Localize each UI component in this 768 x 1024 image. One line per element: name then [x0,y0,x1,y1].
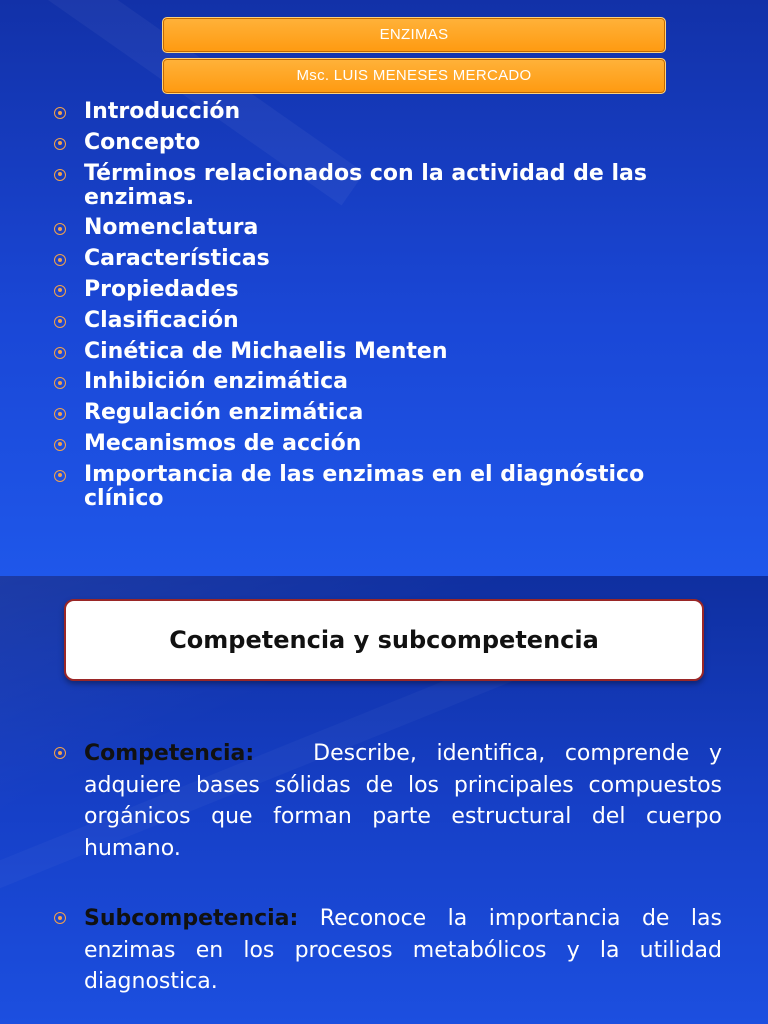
topic-item [52,162,692,210]
topic-list [52,100,692,518]
topic-item [52,247,692,271]
topic-label: Inhibición enzimática [84,369,348,395]
topic-label: Concepto [84,129,201,155]
circle-dot-bullet-icon [54,107,66,119]
topic-item [52,463,692,511]
circle-dot-bullet-icon [54,347,66,359]
topic-item [52,131,692,155]
topic-label: Introducción [84,99,241,124]
circle-dot-bullet-icon [54,223,66,235]
circle-dot-bullet-icon [54,316,66,328]
author-bar: Msc. LUIS MENESES MERCADO [162,58,666,94]
topic-label: Mecanismos de acción [84,430,362,456]
topic-item [52,432,692,456]
circle-dot-bullet-icon [54,912,66,924]
topic-label: Propiedades [84,276,239,302]
topic-item [52,401,692,425]
competencia-term: Competencia: [84,741,255,766]
subcompetencia-text: Reconoce la importancia de las enzimas en los procesos metabólicos y la utilidad diagnostica. [84,906,722,994]
topic-label: Clasificación [84,307,239,333]
topic-item [52,309,692,333]
competencia-text: Describe, identifica, comprende y adquiere bases sólidas de los principales compuestos orgánicos que forman parte estructural del cuerpo humano. [84,741,722,861]
title-bar: ENZIMAS [162,17,666,53]
circle-dot-bullet-icon [54,254,66,266]
subcompetencia-term: Subcompetencia: [84,906,299,931]
topic-item [52,340,692,364]
topic-label: Cinética de Michaelis Menten [84,338,448,364]
topic-label: Importancia de las enzimas en el diagnóstico clínico [84,461,645,511]
circle-dot-bullet-icon [54,138,66,150]
topic-item [52,278,692,302]
slide-competencia [0,576,768,1024]
circle-dot-bullet-icon [54,377,66,389]
circle-dot-bullet-icon [54,747,66,759]
circle-dot-bullet-icon [54,285,66,297]
topic-item [52,100,692,124]
circle-dot-bullet-icon [54,439,66,451]
competencia-paragraph [52,738,722,864]
topic-item [52,216,692,240]
topic-label: Nomenclatura [84,215,259,241]
topic-label: Características [84,246,270,272]
subcompetencia-paragraph [52,903,722,998]
slide-heading: Competencia y subcompetencia [169,626,599,654]
circle-dot-bullet-icon [54,169,66,181]
circle-dot-bullet-icon [54,470,66,482]
topic-label: Regulación enzimática [84,400,364,426]
topic-label: Términos relacionados con la actividad de las enzimas. [84,160,647,210]
heading-box [64,599,704,681]
circle-dot-bullet-icon [54,408,66,420]
topic-item [52,370,692,394]
